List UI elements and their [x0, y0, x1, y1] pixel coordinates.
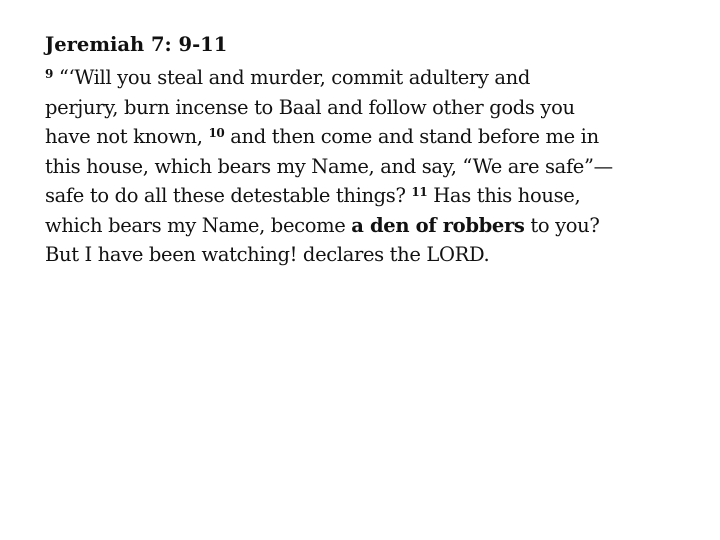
passage-line-5	[45, 181, 705, 211]
passage-text: safe to do all these detestable things?	[45, 184, 412, 207]
verse-number-10: 10	[208, 126, 225, 140]
passage-line-1	[45, 63, 705, 93]
passage-line-7: But I have been watching! declares the LORD.	[45, 243, 490, 266]
slide-content	[45, 31, 705, 270]
passage-text: Has this house,	[427, 184, 581, 207]
passage-text: which bears my Name, become	[45, 213, 352, 237]
verse-number-9: 9	[45, 67, 53, 81]
verse-number-11: 11	[411, 185, 428, 199]
scripture-reference-title: Jeremiah 7: 9-11	[45, 33, 228, 56]
passage-line-3	[45, 122, 705, 152]
passage-text: have not known,	[45, 125, 209, 148]
passage-line-2: perjury, burn incense to Baal and follow other gods you	[45, 95, 575, 119]
passage-line-4: this house, which bears my Name, and say, “We are safe”—	[45, 154, 613, 178]
passage-line-6	[45, 211, 705, 241]
scripture-passage	[45, 63, 705, 270]
passage-text: “‘Will you steal and murder, commit adultery and	[53, 66, 531, 89]
emphasized-phrase: a den of robbers	[351, 213, 525, 237]
passage-text: to you?	[524, 213, 600, 237]
passage-text: and then come and stand before me in	[224, 125, 599, 148]
